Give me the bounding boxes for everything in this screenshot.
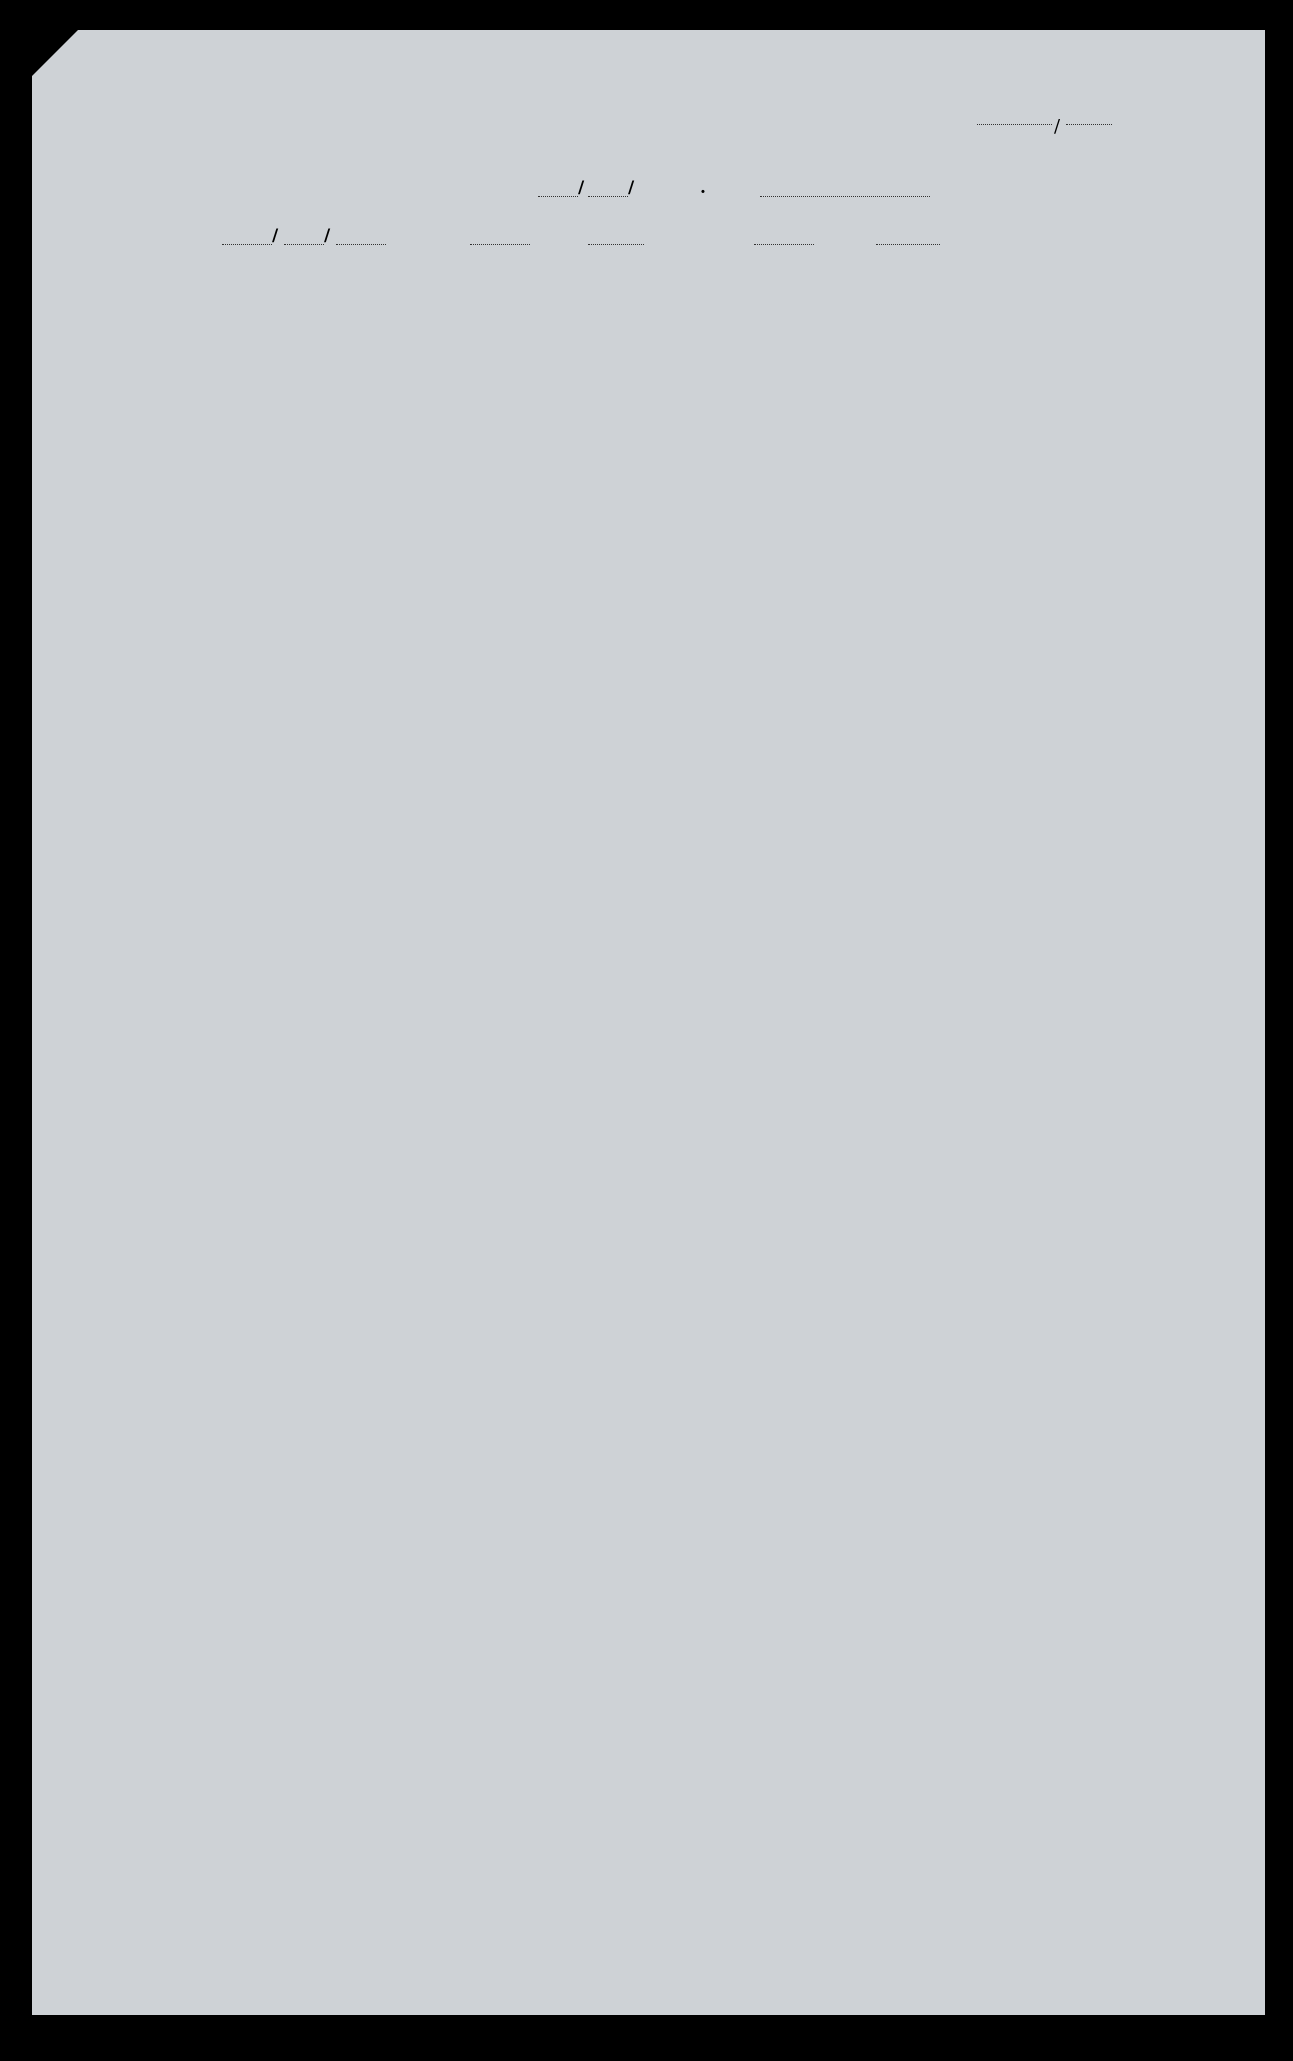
serial-a-line	[977, 124, 1052, 125]
form-sheet	[32, 30, 1265, 2015]
serial-b-line	[1066, 124, 1112, 125]
torn-corner	[32, 30, 78, 76]
